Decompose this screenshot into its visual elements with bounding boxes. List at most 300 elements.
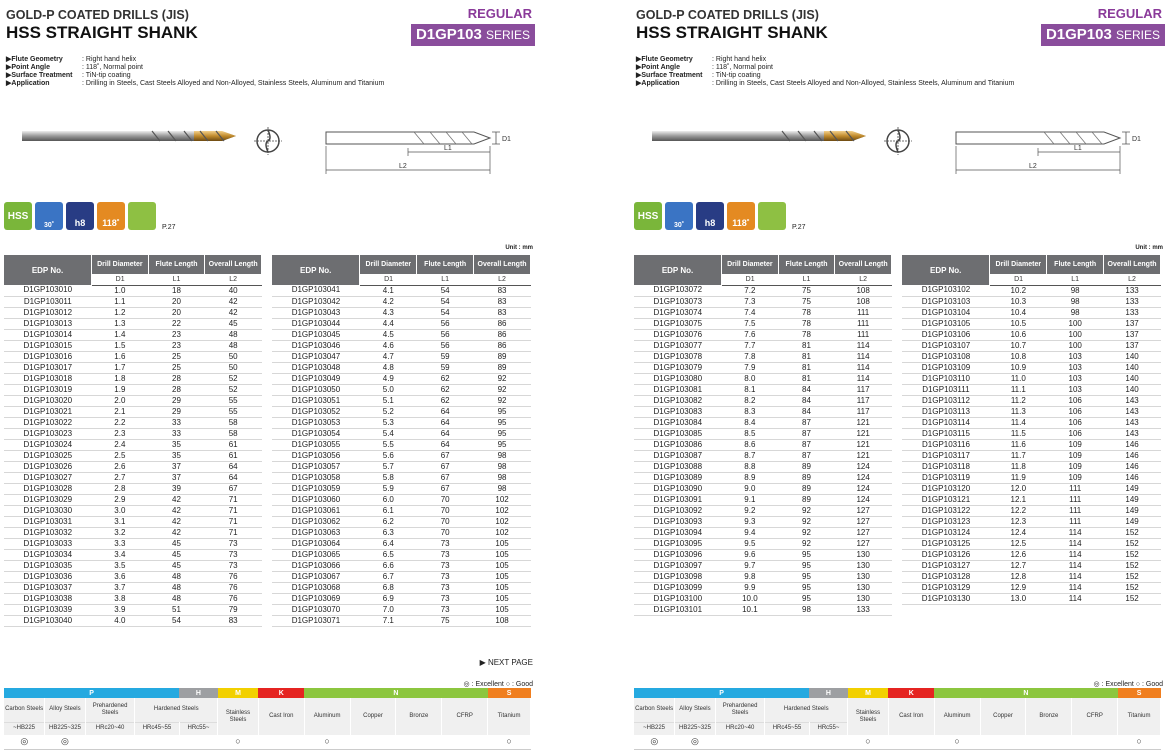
- table-row: [4, 307, 262, 318]
- diameter-cell: 5.3: [360, 417, 417, 428]
- table-row: [272, 362, 531, 373]
- edp-cell: D1GP103037: [4, 582, 92, 593]
- l2-subheader: L2: [1104, 274, 1161, 285]
- l1-label: L1: [1074, 145, 1082, 152]
- flute-cell: 95: [778, 549, 835, 560]
- hss-badge: HSS: [4, 202, 32, 230]
- diameter-cell: 2.2: [92, 417, 149, 428]
- flute-cell: 48: [148, 571, 205, 582]
- flute-cell: 111: [1047, 516, 1104, 527]
- diameter-header: Drill Diameter: [360, 255, 417, 274]
- table-row: [272, 340, 531, 351]
- table-row: [902, 483, 1161, 494]
- spec-row: [636, 80, 1014, 88]
- spec-row: [636, 56, 1014, 64]
- flute-cell: 106: [1047, 417, 1104, 428]
- overall-cell: 105: [474, 571, 531, 582]
- diameter-cell: 11.8: [990, 461, 1047, 472]
- flute-cell: 78: [778, 329, 835, 340]
- overall-cell: 130: [835, 571, 892, 582]
- flute-cell: 48: [148, 593, 205, 604]
- material-table: [4, 688, 531, 750]
- overall-cell: 137: [1104, 340, 1161, 351]
- edp-cell: D1GP103070: [272, 604, 360, 615]
- l2-label: L2: [1029, 163, 1037, 170]
- edp-cell: D1GP103123: [902, 516, 990, 527]
- edp-cell: D1GP103022: [4, 417, 92, 428]
- flute-cell: 64: [417, 417, 474, 428]
- flute-cell: 89: [778, 472, 835, 483]
- table-row: [272, 417, 531, 428]
- edp-cell: D1GP103018: [4, 373, 92, 384]
- drill-image: [22, 128, 254, 144]
- overall-cell: 124: [835, 472, 892, 483]
- diameter-cell: 6.6: [360, 560, 417, 571]
- material-name: Aluminum: [934, 698, 980, 735]
- flute-cell: 70: [417, 516, 474, 527]
- diameter-cell: 9.8: [722, 571, 779, 582]
- table-row: [634, 604, 892, 615]
- edp-cell: D1GP103016: [4, 351, 92, 362]
- flute-cell: 106: [1047, 428, 1104, 439]
- table-row: [634, 494, 892, 505]
- page-reference: P.27: [792, 224, 806, 231]
- edp-cell: D1GP103113: [902, 406, 990, 417]
- overall-cell: 76: [205, 582, 262, 593]
- edp-cell: D1GP103050: [272, 384, 360, 395]
- flute-cell: 100: [1047, 340, 1104, 351]
- flute-cell: 73: [417, 571, 474, 582]
- edp-cell: D1GP103051: [272, 395, 360, 406]
- l2-subheader: L2: [474, 274, 531, 285]
- overall-cell: 143: [1104, 428, 1161, 439]
- diameter-cell: 12.0: [990, 483, 1047, 494]
- overall-cell: 48: [205, 340, 262, 351]
- table-row: [4, 428, 262, 439]
- overall-cell: 92: [474, 384, 531, 395]
- material-group-h: H: [179, 688, 218, 698]
- edp-cell: D1GP103128: [902, 571, 990, 582]
- diameter-cell: 3.1: [92, 516, 149, 527]
- overall-cell: 52: [205, 373, 262, 384]
- flute-cell: 89: [778, 461, 835, 472]
- table-row: [902, 527, 1161, 538]
- table-row: [4, 582, 262, 593]
- edp-cell: D1GP103069: [272, 593, 360, 604]
- diameter-cell: 10.7: [990, 340, 1047, 351]
- overall-cell: 108: [474, 615, 531, 626]
- edp-cell: D1GP103054: [272, 428, 360, 439]
- table-row: [4, 285, 262, 296]
- table-row: [634, 285, 892, 296]
- d1-subheader: D1: [990, 274, 1047, 285]
- flute-cell: 95: [778, 571, 835, 582]
- flute-cell: 48: [148, 582, 205, 593]
- overall-cell: 95: [474, 428, 531, 439]
- table-row: [634, 450, 892, 461]
- overall-cell: 73: [205, 538, 262, 549]
- diameter-cell: 3.4: [92, 549, 149, 560]
- rating-mark: ○: [304, 735, 350, 749]
- flute-cell: 35: [148, 439, 205, 450]
- overall-cell: 137: [1104, 318, 1161, 329]
- table-row: [634, 461, 892, 472]
- diameter-cell: 10.8: [990, 351, 1047, 362]
- diameter-cell: 7.8: [722, 351, 779, 362]
- table-row: [272, 450, 531, 461]
- edp-cell: D1GP103077: [634, 340, 722, 351]
- flute-cell: 59: [417, 362, 474, 373]
- diameter-cell: 6.4: [360, 538, 417, 549]
- flute-cell: 81: [778, 340, 835, 351]
- flute-cell: 109: [1047, 461, 1104, 472]
- edp-cell: D1GP103025: [4, 450, 92, 461]
- diameter-cell: 4.5: [360, 329, 417, 340]
- edp-cell: D1GP103090: [634, 483, 722, 494]
- table-row: [634, 307, 892, 318]
- diameter-cell: 6.8: [360, 582, 417, 593]
- diameter-cell: 11.2: [990, 395, 1047, 406]
- edp-cell: D1GP103124: [902, 527, 990, 538]
- flute-cell: 109: [1047, 472, 1104, 483]
- edp-cell: D1GP103071: [272, 615, 360, 626]
- edp-cell: D1GP103078: [634, 351, 722, 362]
- diameter-cell: 7.4: [722, 307, 779, 318]
- rating-mark: [1026, 735, 1072, 749]
- flute-cell: 109: [1047, 439, 1104, 450]
- edp-cell: D1GP103030: [4, 505, 92, 516]
- overall-cell: 133: [1104, 296, 1161, 307]
- flute-cell: 18: [148, 285, 205, 296]
- diameter-cell: 10.9: [990, 362, 1047, 373]
- diameter-cell: 1.8: [92, 373, 149, 384]
- hardness-range: HB225~325: [675, 722, 716, 735]
- table-row: [4, 373, 262, 384]
- spec-key: ▶Point Angle: [636, 64, 681, 71]
- edp-cell: D1GP103061: [272, 505, 360, 516]
- spec-key: ▶Surface Treatment: [636, 72, 703, 79]
- diameter-cell: 8.8: [722, 461, 779, 472]
- edp-cell: D1GP103021: [4, 406, 92, 417]
- material-name: Carbon Steels: [634, 698, 675, 722]
- rating-mark: [350, 735, 396, 749]
- material-name: Copper: [980, 698, 1026, 735]
- diameter-cell: 4.2: [360, 296, 417, 307]
- next-page-link[interactable]: ▶ NEXT PAGE: [479, 658, 533, 667]
- overall-cell: 124: [835, 483, 892, 494]
- overall-cell: 58: [205, 417, 262, 428]
- table-row: [272, 571, 531, 582]
- table-row: [4, 527, 262, 538]
- table-row: [634, 505, 892, 516]
- table-row: [4, 538, 262, 549]
- diameter-cell: 4.7: [360, 351, 417, 362]
- diameter-cell: 5.4: [360, 428, 417, 439]
- diameter-cell: 5.6: [360, 450, 417, 461]
- flute-cell: 70: [417, 505, 474, 516]
- diameter-cell: 4.8: [360, 362, 417, 373]
- flute-cell: 51: [148, 604, 205, 615]
- spec-row: [636, 64, 1014, 72]
- flute-cell: 114: [1047, 549, 1104, 560]
- diameter-cell: 1.0: [92, 285, 149, 296]
- diameter-cell: 12.7: [990, 560, 1047, 571]
- material-name: Titanium: [488, 698, 531, 735]
- helix-angle-label: 30˚: [673, 222, 685, 229]
- spec-key: ▶Application: [6, 80, 50, 87]
- overall-cell: 98: [474, 483, 531, 494]
- table-row: [4, 384, 262, 395]
- table-row: [272, 307, 531, 318]
- overall-cell: 152: [1104, 582, 1161, 593]
- table-row: [634, 417, 892, 428]
- flute-cell: 73: [417, 560, 474, 571]
- point-angle-label: 118˚: [732, 218, 750, 228]
- flute-cell: 114: [1047, 593, 1104, 604]
- overall-cell: 130: [835, 560, 892, 571]
- flute-cell: 45: [148, 560, 205, 571]
- overall-cell: 152: [1104, 560, 1161, 571]
- diameter-cell: 3.3: [92, 538, 149, 549]
- rating-mark: ◎: [675, 735, 716, 749]
- edp-cell: D1GP103059: [272, 483, 360, 494]
- l2-subheader: L2: [205, 274, 262, 285]
- overall-cell: 117: [835, 384, 892, 395]
- overall-cell: 64: [205, 461, 262, 472]
- flute-cell: 87: [778, 450, 835, 461]
- overall-cell: 40: [205, 285, 262, 296]
- rating-mark: [135, 735, 179, 749]
- diameter-cell: 2.8: [92, 483, 149, 494]
- hardness-range: HRc45~55: [135, 722, 179, 735]
- edp-cell: D1GP103042: [272, 296, 360, 307]
- edp-cell: D1GP103093: [634, 516, 722, 527]
- l2-subheader: L2: [835, 274, 892, 285]
- point-angle-icon: [97, 202, 125, 230]
- hardness-range: HRc20~40: [85, 722, 135, 735]
- flute-cell: 25: [148, 362, 205, 373]
- diameter-cell: 5.0: [360, 384, 417, 395]
- diameter-cell: 1.1: [92, 296, 149, 307]
- diameter-cell: 4.1: [360, 285, 417, 296]
- edp-cell: D1GP103055: [272, 439, 360, 450]
- flute-cell: 114: [1047, 560, 1104, 571]
- overall-cell: 152: [1104, 527, 1161, 538]
- edp-cell: D1GP103125: [902, 538, 990, 549]
- tolerance-label: h8: [74, 218, 86, 228]
- edp-cell: D1GP103028: [4, 483, 92, 494]
- l2-label: L2: [399, 163, 407, 170]
- diameter-cell: 12.4: [990, 527, 1047, 538]
- point-angle-label: 118˚: [102, 218, 120, 228]
- overall-cell: 61: [205, 439, 262, 450]
- table-row: [902, 428, 1161, 439]
- spec-value: : Right hand helix: [82, 56, 137, 63]
- table-row: [634, 318, 892, 329]
- flute-cell: 78: [778, 307, 835, 318]
- edp-cell: D1GP103056: [272, 450, 360, 461]
- overall-cell: 45: [205, 318, 262, 329]
- edp-cell: D1GP103099: [634, 582, 722, 593]
- overall-cell: 83: [474, 296, 531, 307]
- flute-cell: 87: [778, 439, 835, 450]
- overall-length-header: Overall Length: [474, 255, 531, 274]
- flute-cell: 56: [417, 340, 474, 351]
- table-row: [634, 351, 892, 362]
- material-name: Cast Iron: [258, 698, 304, 735]
- overall-cell: 121: [835, 417, 892, 428]
- diameter-cell: 10.1: [722, 604, 779, 615]
- l1-label: L1: [444, 145, 452, 152]
- table-row: [272, 384, 531, 395]
- overall-cell: 52: [205, 384, 262, 395]
- flute-cell: 37: [148, 461, 205, 472]
- edp-cell: D1GP103019: [4, 384, 92, 395]
- flute-cell: 56: [417, 318, 474, 329]
- table-row: [902, 494, 1161, 505]
- flute-cell: 23: [148, 329, 205, 340]
- overall-cell: 58: [205, 428, 262, 439]
- spec-table-1: [634, 255, 892, 616]
- series-badge: [1041, 24, 1165, 46]
- overall-cell: 111: [835, 329, 892, 340]
- overall-length-header: Overall Length: [1104, 255, 1161, 274]
- diameter-cell: 11.7: [990, 450, 1047, 461]
- flute-cell: 103: [1047, 373, 1104, 384]
- rating-mark: ◎: [45, 735, 86, 749]
- diameter-cell: 5.2: [360, 406, 417, 417]
- flute-cell: 20: [148, 296, 205, 307]
- overall-cell: 86: [474, 340, 531, 351]
- diameter-cell: 13.0: [990, 593, 1047, 604]
- table-row: [4, 406, 262, 417]
- diameter-cell: 5.5: [360, 439, 417, 450]
- material-name: Bronze: [1026, 698, 1072, 735]
- flute-cell: 114: [1047, 527, 1104, 538]
- diameter-cell: 1.2: [92, 307, 149, 318]
- flute-cell: 64: [417, 439, 474, 450]
- overall-cell: 143: [1104, 406, 1161, 417]
- rating-mark: [715, 735, 765, 749]
- diameter-cell: 7.6: [722, 329, 779, 340]
- flute-cell: 92: [778, 516, 835, 527]
- flute-cell: 45: [148, 538, 205, 549]
- edp-cell: D1GP103076: [634, 329, 722, 340]
- d1-subheader: D1: [92, 274, 149, 285]
- table-row: [902, 373, 1161, 384]
- flute-cell: 29: [148, 395, 205, 406]
- edp-cell: D1GP103039: [4, 604, 92, 615]
- overall-cell: 137: [1104, 329, 1161, 340]
- flute-cell: 56: [417, 329, 474, 340]
- flute-cell: 35: [148, 450, 205, 461]
- table-row: [902, 461, 1161, 472]
- edp-cell: D1GP103068: [272, 582, 360, 593]
- table-row: [272, 373, 531, 384]
- overall-cell: 140: [1104, 362, 1161, 373]
- table-row: [634, 527, 892, 538]
- d1-label: D1: [1132, 136, 1141, 143]
- flute-cell: 75: [778, 285, 835, 296]
- table-row: [902, 417, 1161, 428]
- flute-cell: 100: [1047, 329, 1104, 340]
- flute-cell: 95: [778, 560, 835, 571]
- flute-cell: 59: [417, 351, 474, 362]
- material-name: Alloy Steels: [45, 698, 86, 722]
- flute-cell: 67: [417, 450, 474, 461]
- diameter-cell: 2.0: [92, 395, 149, 406]
- flute-cell: 81: [778, 373, 835, 384]
- table-row: [902, 318, 1161, 329]
- rating-mark: ◎: [4, 735, 45, 749]
- diameter-header: Drill Diameter: [722, 255, 779, 274]
- overall-cell: 133: [1104, 285, 1161, 296]
- dimension-drawing: [324, 124, 514, 176]
- spec-value: : TiN-tip coating: [82, 72, 131, 79]
- helix-angle-label: 30˚: [43, 222, 55, 229]
- overall-length-header: Overall Length: [205, 255, 262, 274]
- table-row: [272, 538, 531, 549]
- overall-cell: 111: [835, 307, 892, 318]
- diameter-cell: 9.9: [722, 582, 779, 593]
- rating-mark: ○: [934, 735, 980, 749]
- diameter-cell: 5.1: [360, 395, 417, 406]
- flute-cell: 75: [778, 296, 835, 307]
- series-word: SERIES: [1115, 28, 1160, 42]
- spec-table-1: [4, 255, 262, 627]
- rating-mark: [980, 735, 1026, 749]
- edp-cell: D1GP103082: [634, 395, 722, 406]
- edp-cell: D1GP103015: [4, 340, 92, 351]
- overall-cell: 95: [474, 439, 531, 450]
- overall-cell: 146: [1104, 472, 1161, 483]
- diameter-cell: 2.9: [92, 494, 149, 505]
- edp-cell: D1GP103047: [272, 351, 360, 362]
- edp-cell: D1GP103114: [902, 417, 990, 428]
- diameter-cell: 6.3: [360, 527, 417, 538]
- edp-cell: D1GP103043: [272, 307, 360, 318]
- flute-cell: 75: [417, 615, 474, 626]
- diameter-cell: 12.1: [990, 494, 1047, 505]
- diameter-cell: 12.3: [990, 516, 1047, 527]
- overall-cell: 102: [474, 505, 531, 516]
- flute-cell: 87: [778, 417, 835, 428]
- overall-cell: 83: [205, 615, 262, 626]
- table-row: [4, 483, 262, 494]
- l1-subheader: L1: [417, 274, 474, 285]
- diameter-cell: 8.4: [722, 417, 779, 428]
- edp-cell: D1GP103067: [272, 571, 360, 582]
- overall-cell: 121: [835, 439, 892, 450]
- flute-cell: 111: [1047, 494, 1104, 505]
- diameter-cell: 11.1: [990, 384, 1047, 395]
- edp-cell: D1GP103049: [272, 373, 360, 384]
- edp-cell: D1GP103110: [902, 373, 990, 384]
- overall-cell: 71: [205, 527, 262, 538]
- flute-cell: 70: [417, 494, 474, 505]
- diameter-cell: 6.9: [360, 593, 417, 604]
- diameter-cell: 8.2: [722, 395, 779, 406]
- spec-row: [6, 80, 384, 88]
- table-row: [634, 296, 892, 307]
- flute-cell: 42: [148, 527, 205, 538]
- overall-cell: 149: [1104, 516, 1161, 527]
- table-row: [272, 472, 531, 483]
- spec-row: [6, 72, 384, 80]
- overall-cell: 143: [1104, 395, 1161, 406]
- table-row: [634, 395, 892, 406]
- overall-cell: 92: [474, 395, 531, 406]
